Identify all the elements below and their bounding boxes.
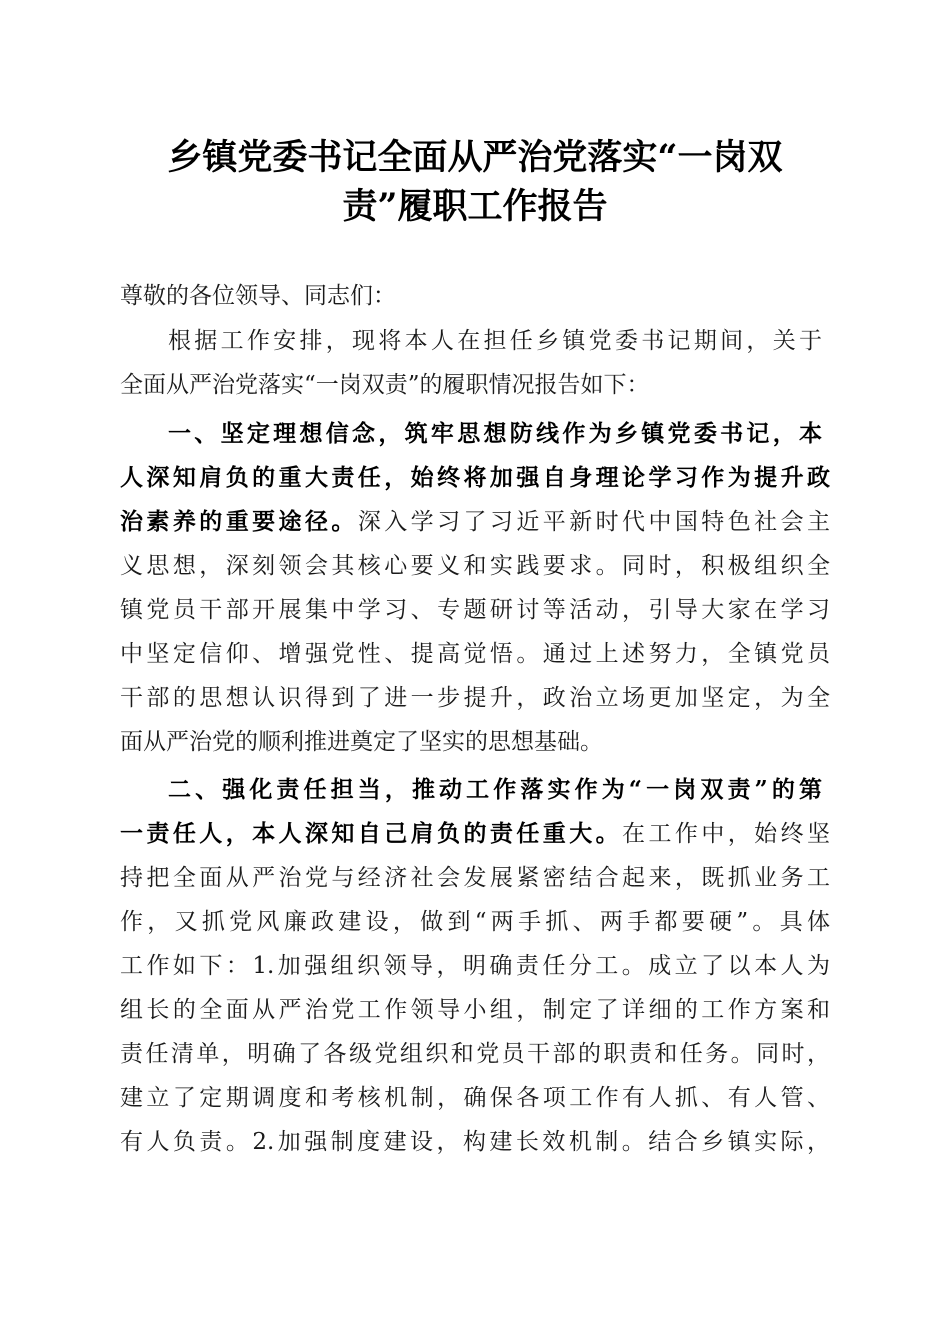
section2-line-4: 作，又抓党风廉政建设，做到“两手抓、两手都要硬”。具体 (120, 909, 830, 935)
section2-heading-line-1: 二、强化责任担当，推动工作落实作为“一岗双责”的第 (168, 776, 822, 803)
section1-line-3-rest: 深入学习了习近平新时代中国特色社会主 (357, 509, 831, 535)
section2-line-5: 工作如下：1.加强组织领导，明确责任分工。成立了以本人为 (120, 953, 830, 979)
section1-line-7: 干部的思想认识得到了进一步提升，政治立场更加坚定，为全 (120, 685, 830, 711)
section2-heading-line-2: 一责任人，本人深知自己肩负的责任重大。 (120, 820, 623, 847)
section1-line-6: 中坚定信仰、增强党性、提高觉悟。通过上述努力，全镇党员 (120, 641, 830, 667)
section1-line-3 (120, 500, 830, 544)
section1-heading-line-1: 一、坚定理想信念，筑牢思想防线作为乡镇党委书记，本 (168, 420, 822, 447)
section2-line-3: 持把全面从严治党与经济社会发展紧密结合起来，既抓业务工 (120, 865, 830, 891)
section2-line-2 (120, 812, 830, 856)
section2-line-6: 组长的全面从严治党工作领导小组，制定了详细的工作方案和 (120, 997, 830, 1023)
intro-line-2: 全面从严治党落实“一岗双责”的履职情况报告如下： (120, 372, 650, 398)
section2-line-9: 有人负责。2.加强制度建设，构建长效机制。结合乡镇实际， (120, 1129, 830, 1155)
intro-line-1: 根据工作安排，现将本人在担任乡镇党委书记期间，关于 (168, 328, 822, 354)
section1-heading-line-2: 人深知肩负的重大责任，始终将加强自身理论学习作为提升政 (120, 464, 830, 491)
section1-line-5: 镇党员干部开展集中学习、专题研讨等活动，引导大家在学习 (120, 597, 830, 623)
salutation: 尊敬的各位领导、同志们： (120, 283, 396, 309)
section2-line-7: 责任清单，明确了各级党组织和党员干部的职责和任务。同时， (120, 1041, 830, 1067)
section2-line-2-rest: 在工作中，始终坚 (622, 821, 831, 847)
section1-line-4: 义思想，深刻领会其核心要义和实践要求。同时，积极组织全 (120, 553, 830, 579)
document-title-line-1: 乡镇党委书记全面从严治党落实“一岗双 (167, 137, 783, 178)
section1-line-8: 面从严治党的顺利推进奠定了坚实的思想基础。 (120, 729, 603, 755)
section2-line-8: 建立了定期调度和考核机制，确保各项工作有人抓、有人管、 (120, 1085, 830, 1111)
document-title-line-2: 责”履职工作报告 (342, 186, 608, 227)
section1-heading-line-3: 治素养的重要途径。 (120, 508, 358, 535)
